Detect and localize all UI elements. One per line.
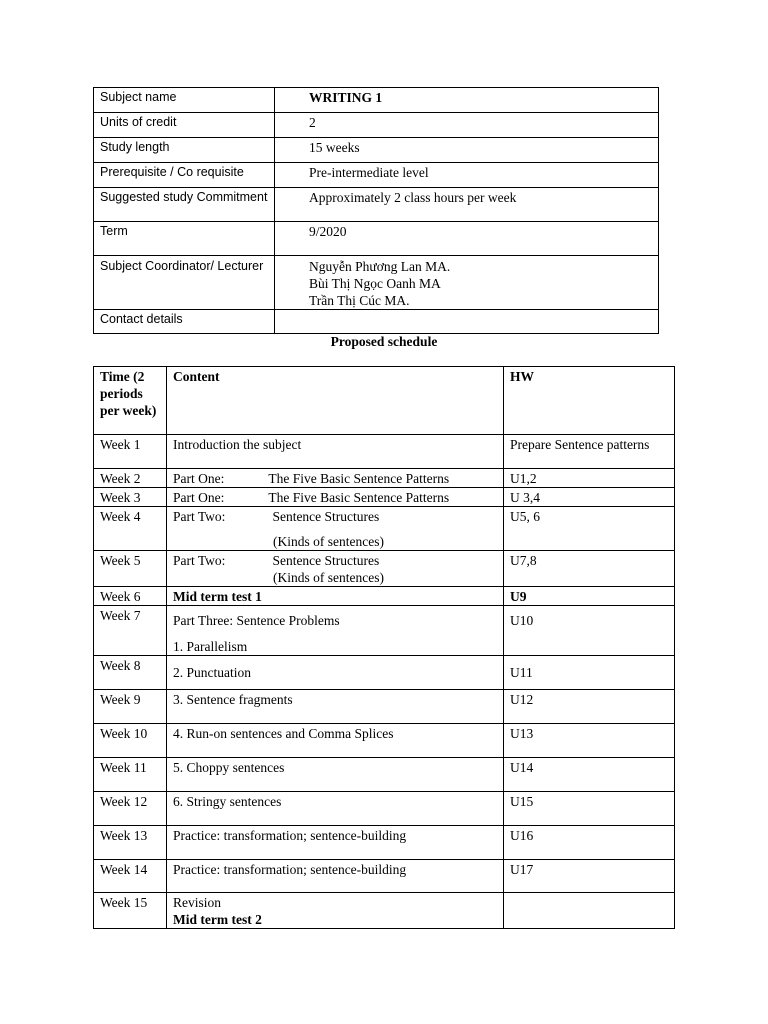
week-cell: Week 1 — [94, 435, 167, 469]
week-cell: Week 13 — [94, 826, 167, 860]
week-cell: Week 11 — [94, 758, 167, 792]
info-label: Subject name — [94, 88, 275, 113]
content-cell: 5. Choppy sentences — [167, 758, 504, 792]
hw-cell: U 3,4 — [504, 488, 675, 507]
lecturer-name: Trần Thị Cúc MA. — [309, 293, 410, 308]
hw-cell — [504, 893, 675, 929]
header-hw: HW — [504, 367, 675, 435]
content-cell — [167, 469, 504, 488]
week-cell: Week 8 — [94, 656, 167, 690]
hw-cell: U13 — [504, 724, 675, 758]
info-value: WRITING 1 — [275, 88, 659, 113]
content-text: Sentence Structures — [272, 509, 380, 524]
content-text: The Five Basic Sentence Patterns — [268, 471, 450, 486]
content-cell: Practice: transformation; sentence-building — [167, 826, 504, 860]
lecturer-name: Nguyễn Phương Lan MA. — [309, 259, 451, 274]
header-time: Time (2 periods per week) — [94, 367, 167, 435]
info-value: 2 — [275, 113, 659, 138]
info-value: Approximately 2 class hours per week — [275, 188, 659, 222]
content-cell — [167, 507, 504, 551]
week-cell: Week 15 — [94, 893, 167, 929]
hw-cell: U9 — [504, 587, 675, 606]
week-cell: Week 6 — [94, 587, 167, 606]
info-label: Units of credit — [94, 113, 275, 138]
week-cell: Week 9 — [94, 690, 167, 724]
part-label: Part Two: — [173, 509, 226, 524]
content-cell — [167, 606, 504, 656]
info-label: Prerequisite / Co requisite — [94, 163, 275, 188]
week-cell: Week 10 — [94, 724, 167, 758]
content-text: Part Three: Sentence Problems — [173, 613, 340, 628]
info-value: Pre-intermediate level — [275, 163, 659, 188]
hw-cell: U7,8 — [504, 551, 675, 587]
content-sub: (Kinds of sentences) — [273, 570, 384, 585]
info-value-lecturers — [275, 256, 659, 310]
content-sub: Mid term test 2 — [173, 912, 262, 927]
hw-cell: U12 — [504, 690, 675, 724]
content-cell — [167, 488, 504, 507]
hw-cell: U14 — [504, 758, 675, 792]
week-cell: Week 4 — [94, 507, 167, 551]
subject-info-table — [93, 87, 659, 334]
content-sub: 1. Parallelism — [173, 639, 248, 654]
info-value: 9/2020 — [275, 222, 659, 256]
content-cell: 4. Run-on sentences and Comma Splices — [167, 724, 504, 758]
content-cell: 2. Punctuation — [167, 656, 504, 690]
content-cell — [167, 893, 504, 929]
week-cell: Week 2 — [94, 469, 167, 488]
content-cell: Mid term test 1 — [167, 587, 504, 606]
hw-cell: U15 — [504, 792, 675, 826]
hw-cell: U17 — [504, 860, 675, 893]
hw-cell: U5, 6 — [504, 507, 675, 551]
info-label: Study length — [94, 138, 275, 163]
week-cell: Week 12 — [94, 792, 167, 826]
content-cell: 3. Sentence fragments — [167, 690, 504, 724]
part-label: Part One: — [173, 471, 225, 486]
schedule-caption: Proposed schedule — [330, 334, 438, 349]
part-label: Part One: — [173, 490, 225, 505]
content-text: The Five Basic Sentence Patterns — [268, 490, 450, 505]
hw-cell: U16 — [504, 826, 675, 860]
content-text: Sentence Structures — [272, 553, 380, 568]
info-value: 15 weeks — [275, 138, 659, 163]
info-label: Suggested study Commitment — [94, 188, 275, 222]
content-sub: (Kinds of sentences) — [273, 534, 384, 549]
content-cell: Introduction the subject — [167, 435, 504, 469]
week-cell: Week 3 — [94, 488, 167, 507]
info-label: Subject Coordinator/ Lecturer — [94, 256, 275, 310]
hw-cell: U1,2 — [504, 469, 675, 488]
info-label: Term — [94, 222, 275, 256]
info-label: Contact details — [94, 310, 275, 334]
info-value — [275, 310, 659, 334]
content-cell: 6. Stringy sentences — [167, 792, 504, 826]
content-cell: Practice: transformation; sentence-building — [167, 860, 504, 893]
schedule-table — [93, 366, 675, 929]
part-label: Part Two: — [173, 553, 226, 568]
hw-cell: U10 — [504, 606, 675, 656]
header-content: Content — [167, 367, 504, 435]
hw-cell: U11 — [504, 656, 675, 690]
week-cell: Week 14 — [94, 860, 167, 893]
content-cell — [167, 551, 504, 587]
week-cell: Week 7 — [94, 606, 167, 656]
week-cell: Week 5 — [94, 551, 167, 587]
content-text: Revision — [173, 895, 222, 910]
hw-cell: Prepare Sentence patterns — [504, 435, 675, 469]
lecturer-name: Bùi Thị Ngọc Oanh MA — [309, 276, 441, 291]
